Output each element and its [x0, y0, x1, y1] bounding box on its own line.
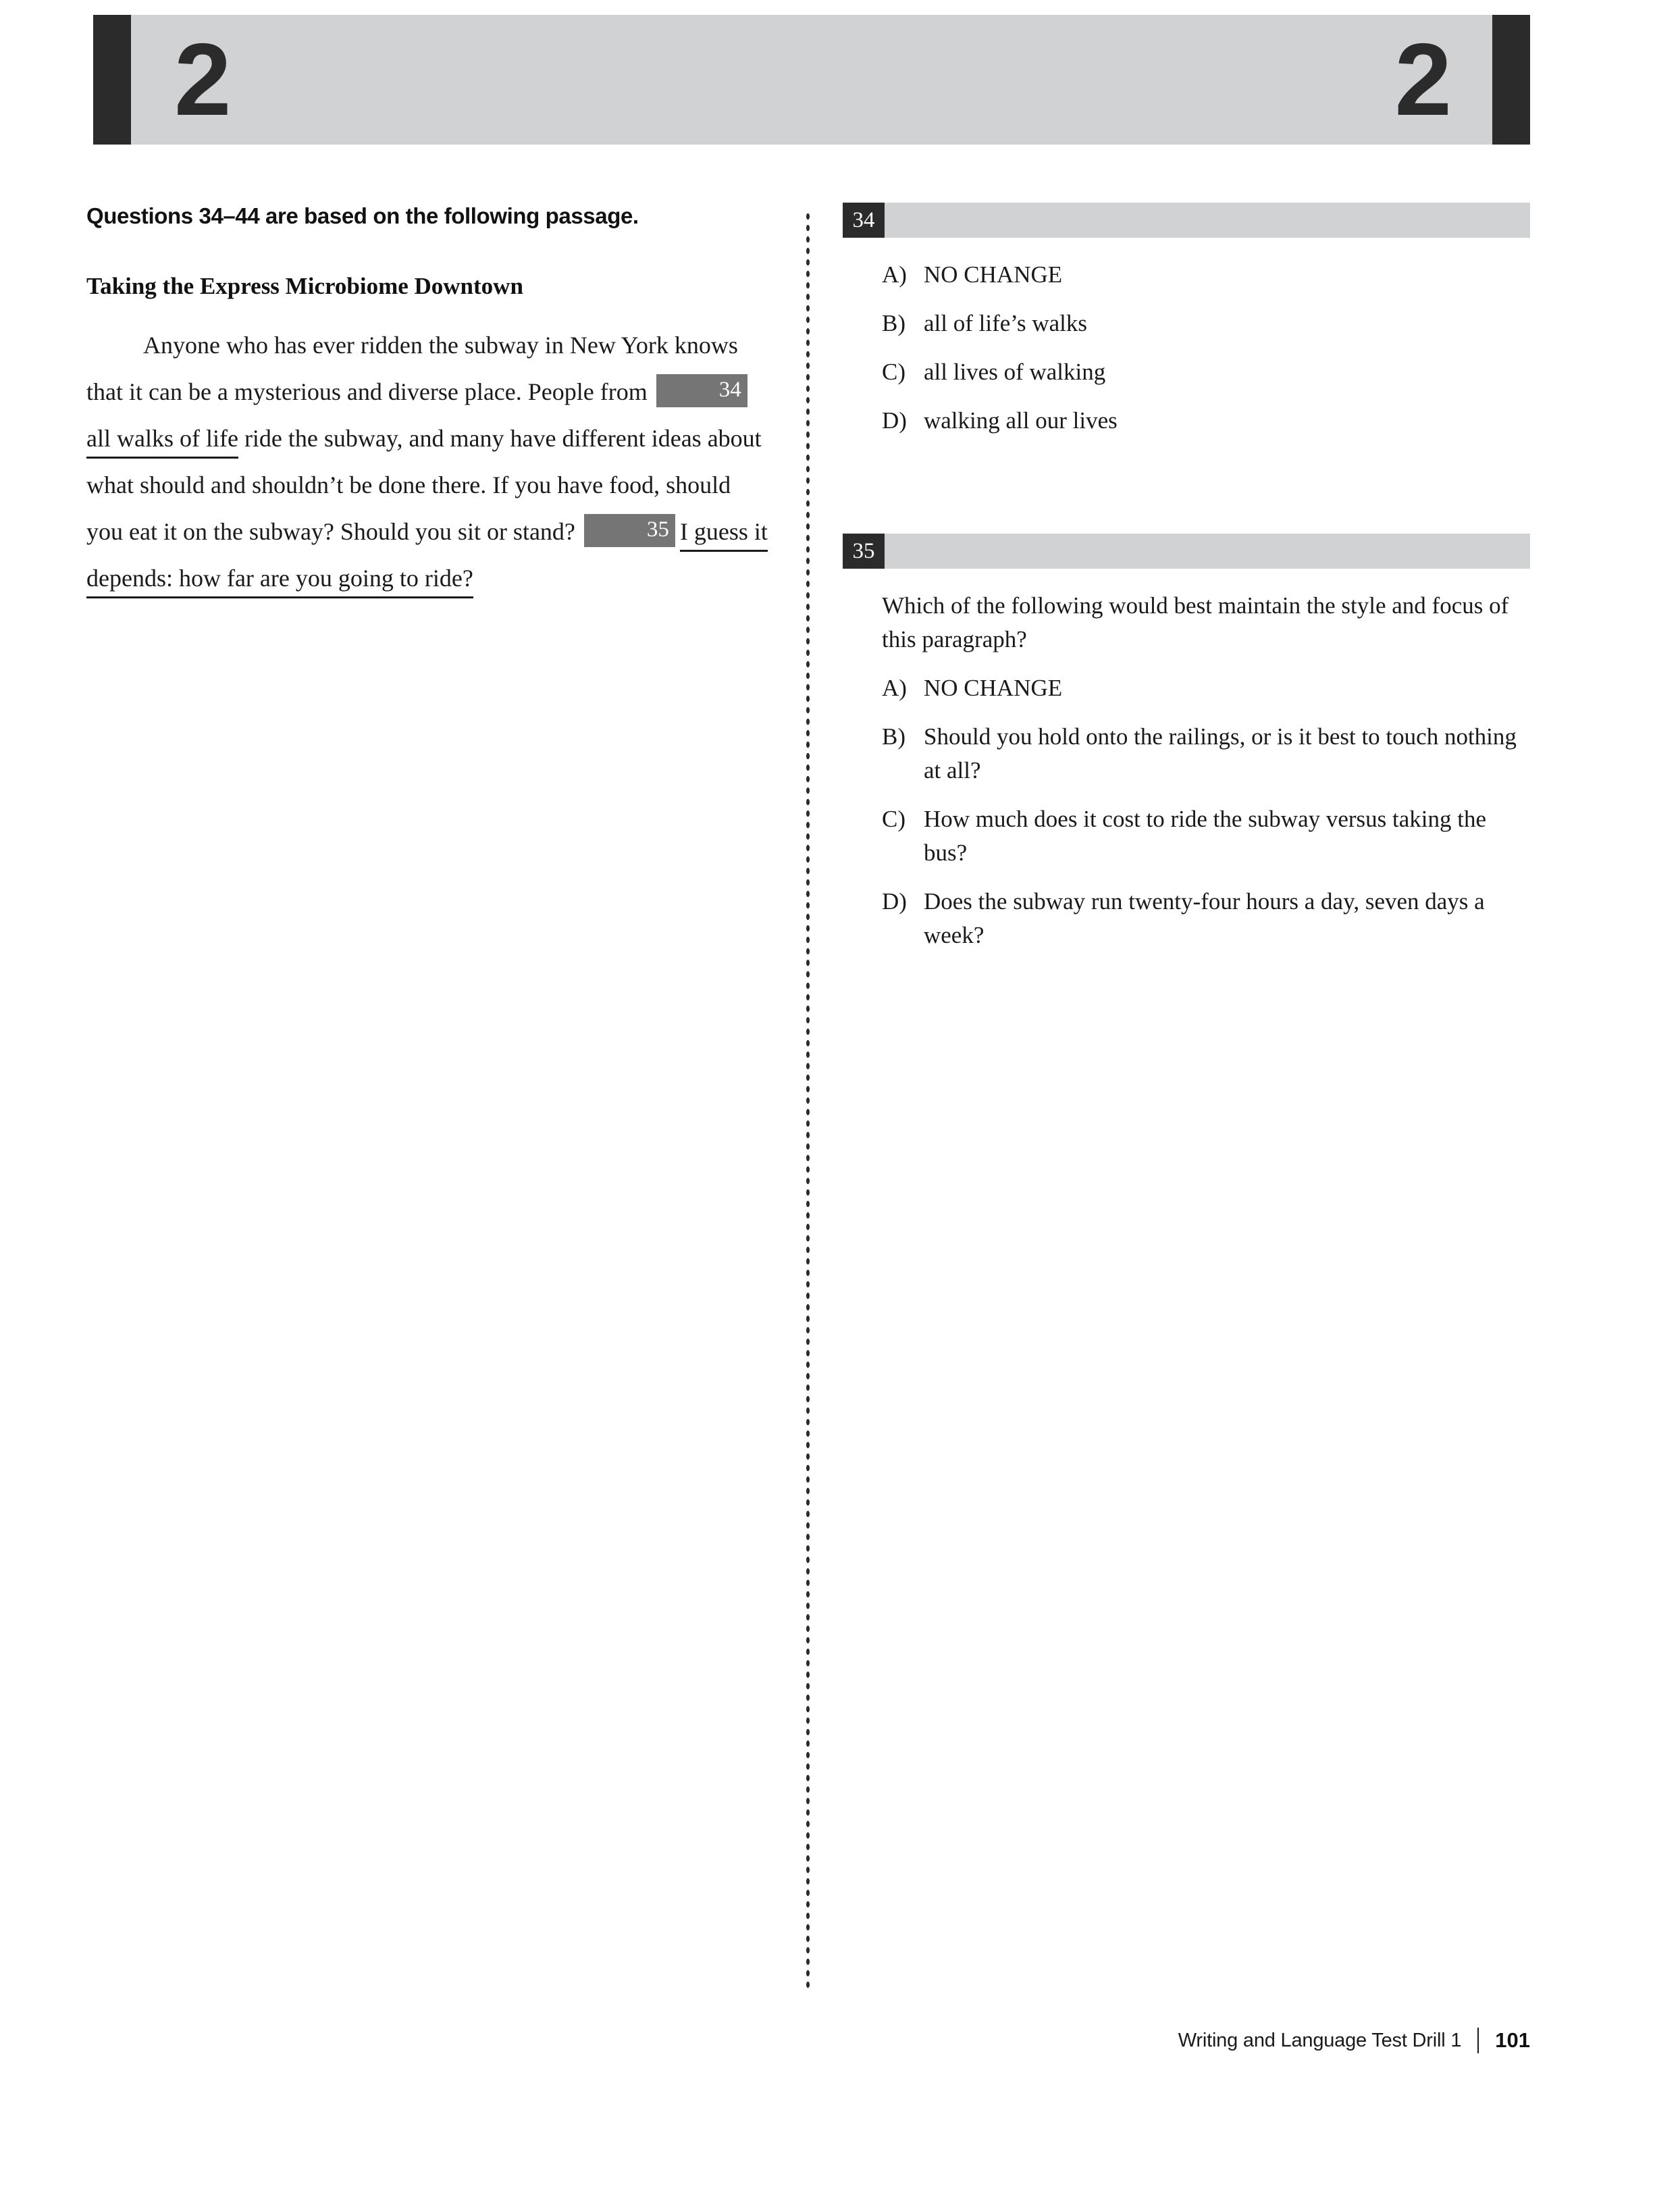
choice-text: Should you hold onto the railings, or is it best to touch nothing at all?: [924, 723, 1517, 783]
choice-35-D[interactable]: [882, 885, 1530, 952]
choice-list-34: [843, 258, 1530, 438]
passage-intro-line: Questions 34–44 are based on the following passage.: [86, 203, 639, 228]
question-number-badge-35: 35: [843, 534, 885, 569]
question-header-bar-34: [843, 203, 1530, 238]
passage-body: [86, 322, 768, 602]
choice-letter: B): [882, 310, 905, 336]
choice-34-D[interactable]: [882, 404, 1530, 438]
column-divider: [805, 211, 811, 1992]
question-block-35: [843, 534, 1530, 952]
question-block-34: [843, 203, 1530, 438]
choice-text: NO CHANGE: [924, 261, 1063, 288]
choice-letter: A): [882, 675, 907, 701]
passage-text-run: Anyone who has ever ridden the subway in New York knows that it can be a mysterious and diverse place. People from: [86, 332, 738, 406]
header-right-black-bar: [1492, 15, 1530, 145]
choice-list-35: [843, 671, 1530, 952]
passage-question-marker-34: 34: [656, 374, 747, 407]
question-gap: [843, 453, 1530, 534]
choice-letter: C): [882, 806, 905, 832]
choice-letter: D): [882, 888, 907, 915]
choice-text: walking all our lives: [924, 407, 1118, 434]
choice-34-C[interactable]: [882, 355, 1530, 389]
choice-34-A[interactable]: [882, 258, 1530, 292]
choice-35-C[interactable]: [882, 802, 1530, 870]
page-footer: [1178, 2028, 1530, 2053]
questions-column: [843, 203, 1530, 967]
passage-underlined-text: I guess it depends: how far are you going to ride?: [86, 518, 768, 598]
passage-title: Taking the Express Microbiome Downtown: [86, 272, 523, 299]
choice-letter: B): [882, 723, 905, 750]
choice-text: Does the subway run twenty-four hours a day, seven days a week?: [924, 888, 1485, 948]
passage-underlined-text: all walks of life: [86, 425, 238, 459]
question-header-bar-35: [843, 534, 1530, 569]
section-number-left: 2: [174, 22, 229, 137]
footer-page-number: 101: [1495, 2028, 1530, 2052]
question-stem-35: Which of the following would best maintain the style and focus of this paragraph?: [882, 592, 1509, 652]
question-number-badge-34: 34: [843, 203, 885, 238]
choice-text: all of life’s walks: [924, 310, 1088, 336]
choice-text: How much does it cost to ride the subway versus taking the bus?: [924, 806, 1487, 866]
footer-label: Writing and Language Test Drill 1: [1178, 2029, 1462, 2051]
passage-column: [86, 203, 768, 602]
choice-text: all lives of walking: [924, 359, 1106, 385]
choice-35-A[interactable]: [882, 671, 1530, 705]
passage-question-marker-35: 35: [584, 514, 675, 547]
section-header: [93, 15, 1530, 145]
passage-text-run: ride the subway, and many have different ideas about what should and shouldn’t be done there. If you have food, should you eat it on the subway? Should you sit or stand?: [86, 425, 762, 546]
section-number-right: 2: [1394, 22, 1449, 137]
choice-letter: D): [882, 407, 907, 434]
choice-letter: C): [882, 359, 905, 385]
choice-35-B[interactable]: [882, 720, 1530, 788]
header-gray-band: [93, 15, 1530, 145]
header-left-black-bar: [93, 15, 131, 145]
footer-separator: [1477, 2028, 1479, 2053]
choice-text: NO CHANGE: [924, 675, 1063, 701]
choice-letter: A): [882, 261, 907, 288]
choice-34-B[interactable]: [882, 307, 1530, 340]
